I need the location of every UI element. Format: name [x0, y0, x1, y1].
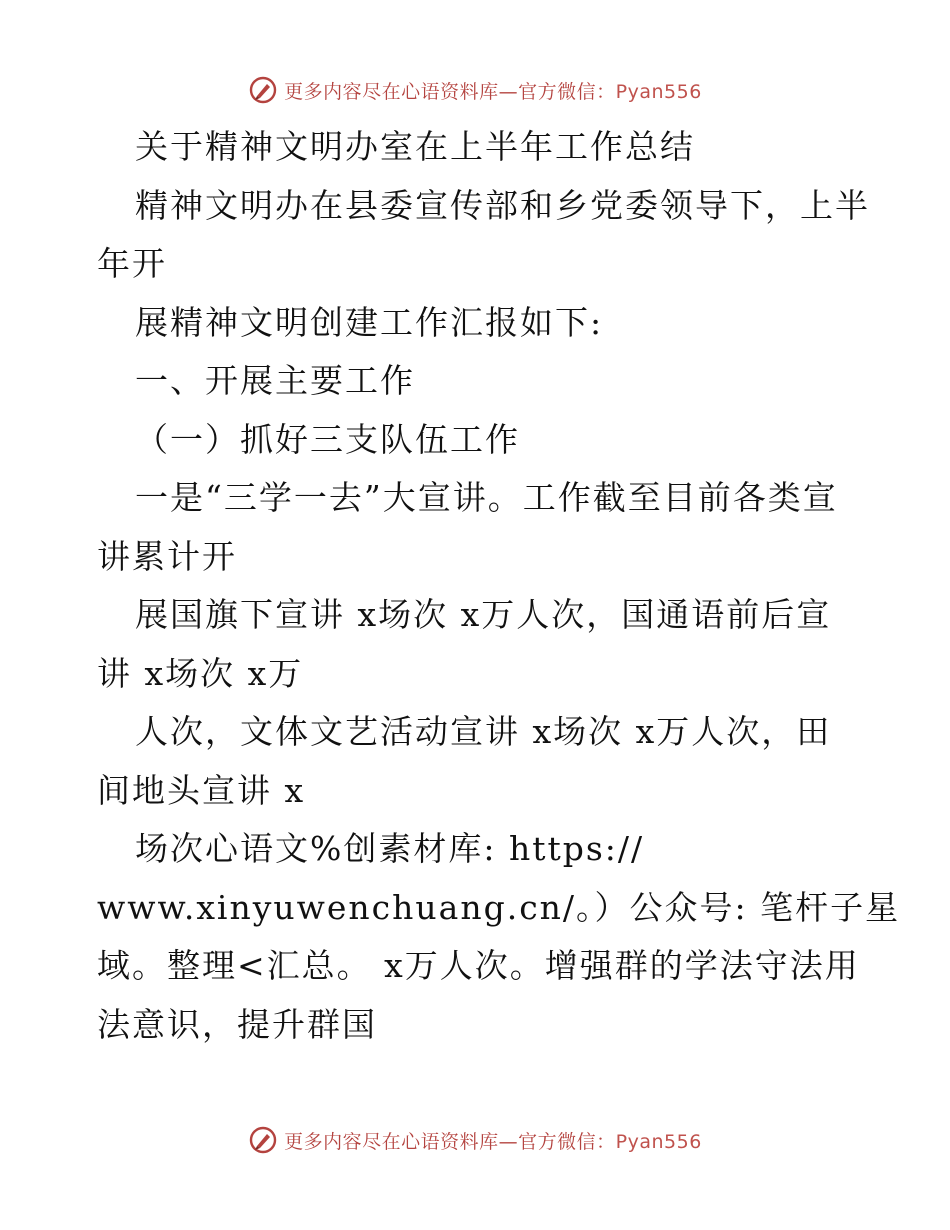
watermark-text [284, 1127, 702, 1154]
text-line: 展精神文明创建工作汇报如下: [135, 302, 604, 342]
document-body [97, 118, 901, 1054]
text-line: 关于精神文明办室在上半年工作总结 [135, 127, 695, 166]
text-line: 域。整理<汇总。 x万人次。增强群的学法守法用 [97, 946, 860, 985]
watermark-label: 更多内容尽在心语资料库—官方微信： [284, 80, 616, 103]
text-line: 展国旗下宣讲 x场次 x万人次，国通语前后宣 [135, 595, 832, 634]
watermark-label: 更多内容尽在心语资料库—官方微信： [284, 1130, 616, 1153]
text-line: 讲 x场次 x万 [97, 653, 304, 693]
text-line: 人次，文体文艺活动宣讲 x场次 x万人次，田 [135, 712, 832, 751]
watermark-wechat-id: Pyan556 [615, 80, 702, 103]
text-line: 精神文明办在县委宣传部和乡党委领导下，上半 [135, 185, 870, 225]
footer-watermark [0, 1120, 950, 1160]
text-line: 间地头宣讲 x [97, 770, 306, 810]
header-watermark [0, 70, 950, 110]
pen-logo-icon [248, 75, 278, 105]
watermark-text [284, 77, 702, 104]
text-line: 年开 [97, 244, 167, 283]
text-line: 一、开展主要工作 [135, 361, 415, 400]
watermark-wechat-id: Pyan556 [615, 1130, 702, 1153]
text-line: 讲累计开 [97, 536, 237, 576]
text-line: 场次心语文%创素材库: https:// [135, 829, 645, 868]
text-line: www.xinyuwenchuang.cn/。）公众号: 笔杆子星 [97, 887, 901, 927]
text-line: （一）抓好三支队伍工作 [135, 419, 520, 459]
text-line: 法意识，提升群国 [97, 1004, 377, 1044]
text-line: 一是“三学一去”大宣讲。工作截至目前各类宣 [135, 478, 838, 517]
pen-logo-icon [248, 1125, 278, 1155]
